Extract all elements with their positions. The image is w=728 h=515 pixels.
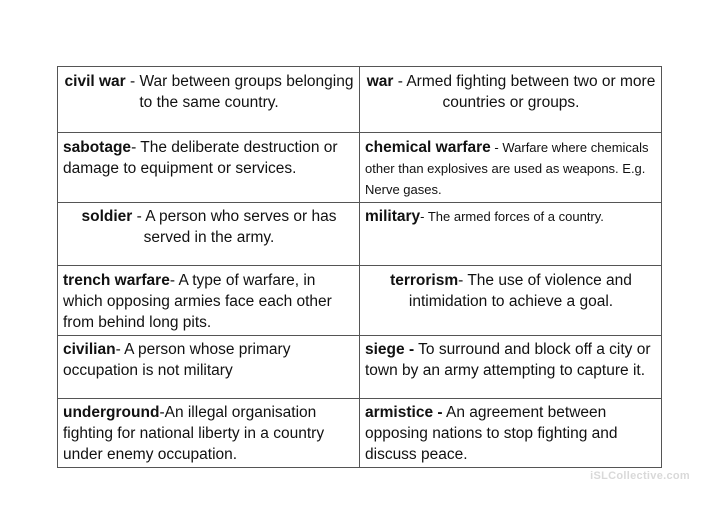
- card-definition: An agreement between opposing nations to stop fighting and discuss peace.: [365, 404, 618, 463]
- card-chemical-warfare: [360, 133, 662, 203]
- card-definition: - A person who serves or has served in the army.: [132, 208, 337, 246]
- card-term: soldier: [81, 208, 133, 225]
- table-row: [58, 133, 662, 203]
- card-definition: - Warfare where chemicals other than explosives are used as weapons. E.g. Nerve gases.: [365, 140, 649, 197]
- card-term: war: [366, 73, 394, 90]
- card-definition: - Armed fighting between two or more countries or groups.: [393, 73, 656, 111]
- card-definition: - A type of warfare, in which opposing armies face each other from behind long pits.: [63, 272, 332, 331]
- card-term: terrorism: [390, 272, 459, 289]
- table-row: [58, 67, 662, 133]
- card-definition: - The armed forces of a country.: [420, 209, 604, 224]
- card-soldier: [58, 203, 360, 266]
- card-civilian: [58, 336, 360, 399]
- card-definition: - A person whose primary occupation is not military: [63, 341, 291, 379]
- site-watermark: iSLCollective.com: [590, 470, 690, 482]
- card-sabotage: [58, 133, 360, 203]
- card-trench-warfare: [58, 266, 360, 336]
- card-term: civilian: [63, 341, 116, 358]
- card-definition: -An illegal organisation fighting for national liberty in a country under enemy occupation.: [63, 404, 325, 463]
- card-term: military: [365, 208, 421, 225]
- card-war: [360, 67, 662, 133]
- table-row: [58, 203, 662, 266]
- card-siege: [360, 336, 662, 399]
- card-definition: - The deliberate destruction or damage to equipment or services.: [63, 139, 338, 177]
- table-row: [58, 399, 662, 468]
- card-term: underground: [63, 404, 160, 421]
- card-definition: To surround and block off a city or town by an army attempting to capture it.: [365, 341, 651, 379]
- card-terrorism: [360, 266, 662, 336]
- card-definition: - War between groups belonging to the same country.: [125, 73, 354, 111]
- card-military: [360, 203, 662, 266]
- table-row: [58, 266, 662, 336]
- card-civil-war: [58, 67, 360, 133]
- table-row: [58, 336, 662, 399]
- card-term: sabotage: [63, 139, 132, 156]
- card-term: trench warfare: [63, 272, 170, 289]
- card-term: siege -: [365, 341, 415, 358]
- card-definition: - The use of violence and intimidation to achieve a goal.: [408, 272, 632, 310]
- vocabulary-card-table: [57, 66, 662, 468]
- card-term: armistice -: [365, 404, 443, 421]
- card-armistice: [360, 399, 662, 468]
- card-term: civil war: [64, 73, 126, 90]
- card-underground: [58, 399, 360, 468]
- card-term: chemical warfare: [365, 139, 491, 156]
